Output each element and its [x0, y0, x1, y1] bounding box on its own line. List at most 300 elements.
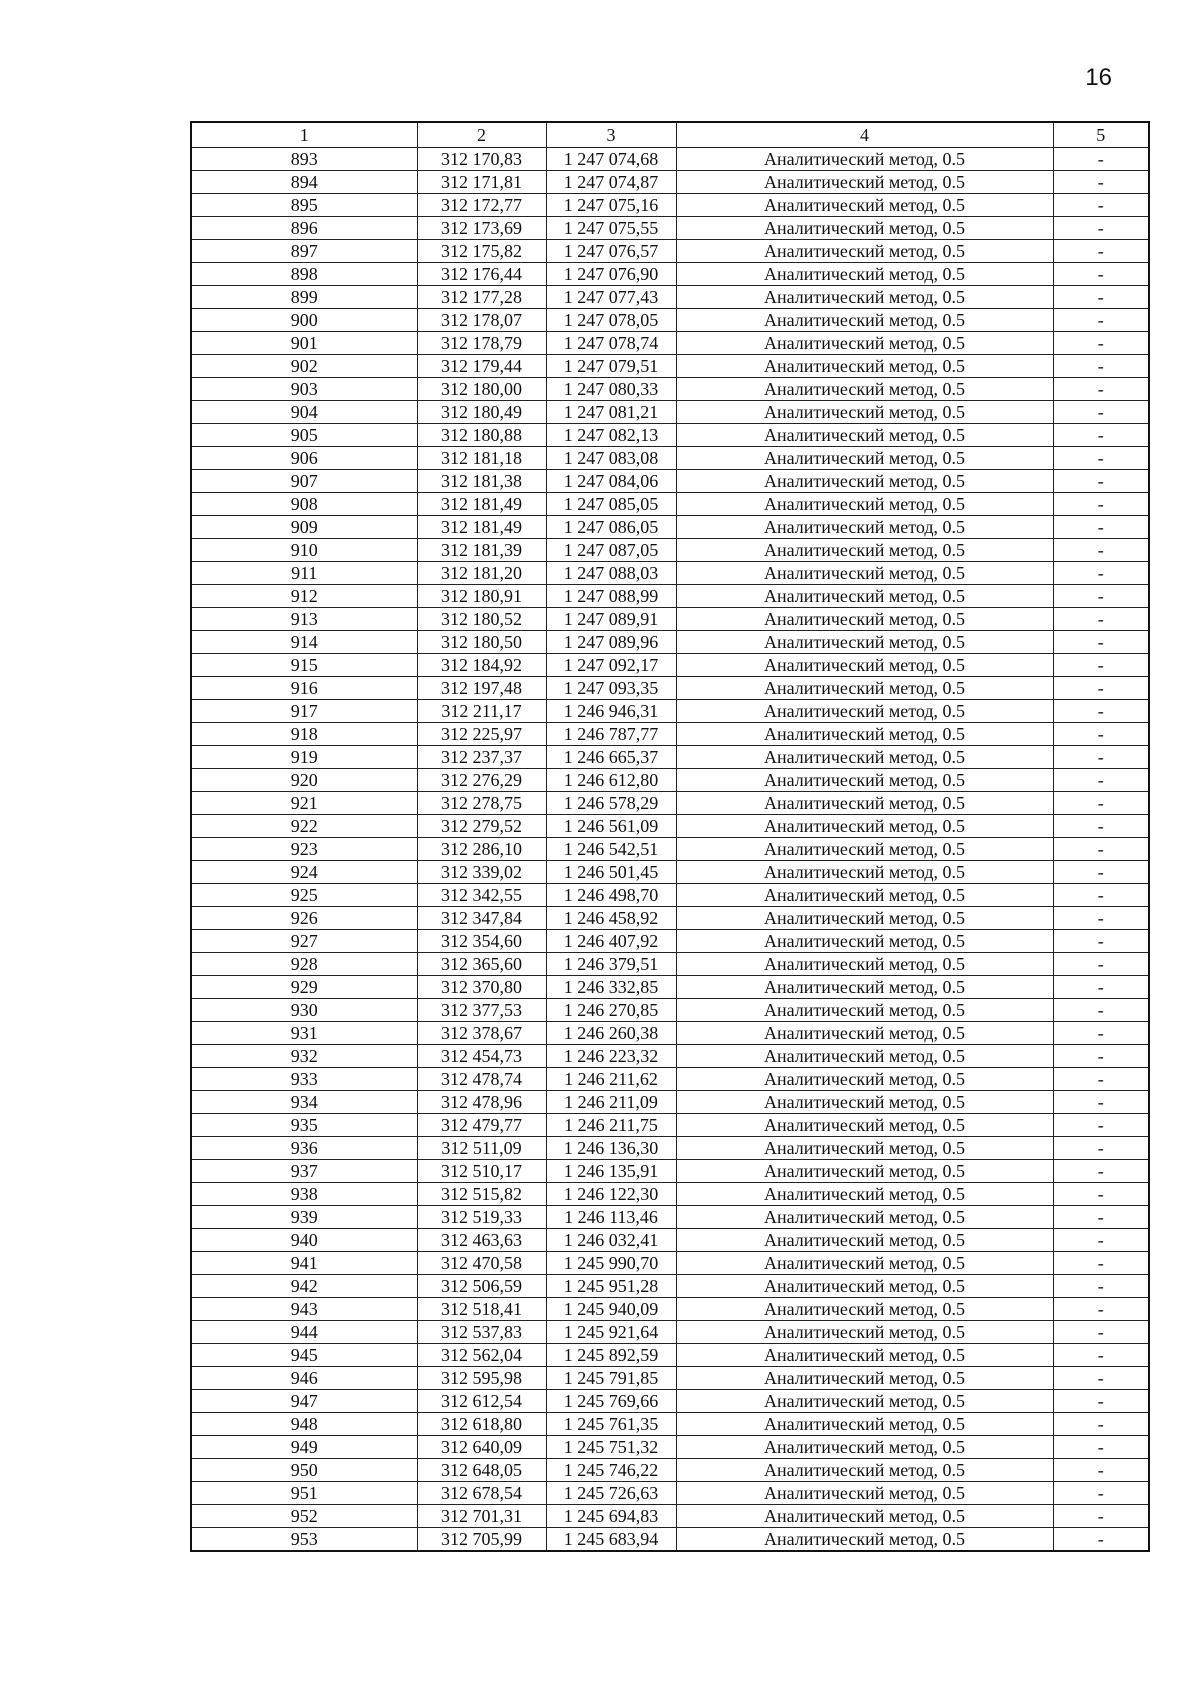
page-number: 16: [1085, 64, 1112, 91]
note-cell: -: [1053, 1137, 1149, 1160]
point-number-cell: 923: [191, 838, 417, 861]
method-cell: Аналитический метод, 0.5: [676, 1160, 1053, 1183]
point-number-cell: 898: [191, 263, 417, 286]
method-cell: Аналитический метод, 0.5: [676, 1183, 1053, 1206]
method-cell: Аналитический метод, 0.5: [676, 1091, 1053, 1114]
note-cell: -: [1053, 815, 1149, 838]
table-row: [191, 1275, 1149, 1298]
table-row: [191, 240, 1149, 263]
x-coordinate-cell: 312 184,92: [417, 654, 546, 677]
note-cell: -: [1053, 240, 1149, 263]
y-coordinate-cell: 1 247 075,16: [546, 194, 676, 217]
y-coordinate-cell: 1 246 332,85: [546, 976, 676, 999]
point-number-cell: 925: [191, 884, 417, 907]
x-coordinate-cell: 312 705,99: [417, 1528, 546, 1552]
x-coordinate-cell: 312 180,88: [417, 424, 546, 447]
point-number-cell: 938: [191, 1183, 417, 1206]
point-number-cell: 930: [191, 999, 417, 1022]
table-header: [191, 122, 1149, 148]
x-coordinate-cell: 312 478,96: [417, 1091, 546, 1114]
method-cell: Аналитический метод, 0.5: [676, 332, 1053, 355]
note-cell: -: [1053, 286, 1149, 309]
table-row: [191, 631, 1149, 654]
y-coordinate-cell: 1 247 092,17: [546, 654, 676, 677]
y-coordinate-cell: 1 246 501,45: [546, 861, 676, 884]
table-row: [191, 286, 1149, 309]
note-cell: -: [1053, 1413, 1149, 1436]
x-coordinate-cell: 312 171,81: [417, 171, 546, 194]
point-number-cell: 922: [191, 815, 417, 838]
table-row: [191, 470, 1149, 493]
y-coordinate-cell: 1 246 260,38: [546, 1022, 676, 1045]
y-coordinate-cell: 1 246 122,30: [546, 1183, 676, 1206]
note-cell: -: [1053, 769, 1149, 792]
note-cell: -: [1053, 1298, 1149, 1321]
table-row: [191, 1160, 1149, 1183]
x-coordinate-cell: 312 648,05: [417, 1459, 546, 1482]
y-coordinate-cell: 1 247 093,35: [546, 677, 676, 700]
table-row: [191, 1022, 1149, 1045]
x-coordinate-cell: 312 180,49: [417, 401, 546, 424]
note-cell: -: [1053, 976, 1149, 999]
note-cell: -: [1053, 1114, 1149, 1137]
x-coordinate-cell: 312 178,07: [417, 309, 546, 332]
point-number-cell: 946: [191, 1367, 417, 1390]
point-number-cell: 921: [191, 792, 417, 815]
method-cell: Аналитический метод, 0.5: [676, 562, 1053, 585]
x-coordinate-cell: 312 478,74: [417, 1068, 546, 1091]
x-coordinate-cell: 312 454,73: [417, 1045, 546, 1068]
y-coordinate-cell: 1 246 787,77: [546, 723, 676, 746]
point-number-cell: 933: [191, 1068, 417, 1091]
method-cell: Аналитический метод, 0.5: [676, 171, 1053, 194]
method-cell: Аналитический метод, 0.5: [676, 194, 1053, 217]
note-cell: -: [1053, 631, 1149, 654]
x-coordinate-cell: 312 180,91: [417, 585, 546, 608]
note-cell: -: [1053, 539, 1149, 562]
point-number-cell: 899: [191, 286, 417, 309]
note-cell: -: [1053, 1505, 1149, 1528]
point-number-cell: 936: [191, 1137, 417, 1160]
table-row: [191, 746, 1149, 769]
x-coordinate-cell: 312 276,29: [417, 769, 546, 792]
point-number-cell: 914: [191, 631, 417, 654]
note-cell: -: [1053, 424, 1149, 447]
method-cell: Аналитический метод, 0.5: [676, 1045, 1053, 1068]
y-coordinate-cell: 1 247 089,91: [546, 608, 676, 631]
coordinates-table: [190, 121, 1150, 1552]
point-number-cell: 897: [191, 240, 417, 263]
table-row: [191, 309, 1149, 332]
y-coordinate-cell: 1 245 990,70: [546, 1252, 676, 1275]
table-row: [191, 1528, 1149, 1552]
point-number-cell: 915: [191, 654, 417, 677]
header-cell-5: 5: [1053, 122, 1149, 148]
x-coordinate-cell: 312 180,50: [417, 631, 546, 654]
note-cell: -: [1053, 585, 1149, 608]
method-cell: Аналитический метод, 0.5: [676, 493, 1053, 516]
table-row: [191, 723, 1149, 746]
method-cell: Аналитический метод, 0.5: [676, 516, 1053, 539]
y-coordinate-cell: 1 246 498,70: [546, 884, 676, 907]
table-row: [191, 1344, 1149, 1367]
x-coordinate-cell: 312 378,67: [417, 1022, 546, 1045]
x-coordinate-cell: 312 339,02: [417, 861, 546, 884]
y-coordinate-cell: 1 247 083,08: [546, 447, 676, 470]
table-row: [191, 355, 1149, 378]
header-cell-4: 4: [676, 122, 1053, 148]
table-row: [191, 700, 1149, 723]
x-coordinate-cell: 312 181,38: [417, 470, 546, 493]
note-cell: -: [1053, 493, 1149, 516]
method-cell: Аналитический метод, 0.5: [676, 401, 1053, 424]
method-cell: Аналитический метод, 0.5: [676, 217, 1053, 240]
table-row: [191, 677, 1149, 700]
method-cell: Аналитический метод, 0.5: [676, 378, 1053, 401]
x-coordinate-cell: 312 172,77: [417, 194, 546, 217]
note-cell: -: [1053, 470, 1149, 493]
x-coordinate-cell: 312 181,49: [417, 493, 546, 516]
note-cell: -: [1053, 1091, 1149, 1114]
point-number-cell: 941: [191, 1252, 417, 1275]
method-cell: Аналитический метод, 0.5: [676, 1436, 1053, 1459]
method-cell: Аналитический метод, 0.5: [676, 654, 1053, 677]
table-row: [191, 1045, 1149, 1068]
point-number-cell: 939: [191, 1206, 417, 1229]
note-cell: -: [1053, 746, 1149, 769]
note-cell: -: [1053, 1206, 1149, 1229]
y-coordinate-cell: 1 245 892,59: [546, 1344, 676, 1367]
note-cell: -: [1053, 700, 1149, 723]
y-coordinate-cell: 1 247 084,06: [546, 470, 676, 493]
method-cell: Аналитический метод, 0.5: [676, 1459, 1053, 1482]
y-coordinate-cell: 1 245 726,63: [546, 1482, 676, 1505]
method-cell: Аналитический метод, 0.5: [676, 976, 1053, 999]
point-number-cell: 929: [191, 976, 417, 999]
point-number-cell: 903: [191, 378, 417, 401]
note-cell: -: [1053, 677, 1149, 700]
point-number-cell: 949: [191, 1436, 417, 1459]
header-row: [191, 122, 1149, 148]
method-cell: Аналитический метод, 0.5: [676, 631, 1053, 654]
note-cell: -: [1053, 884, 1149, 907]
point-number-cell: 924: [191, 861, 417, 884]
point-number-cell: 926: [191, 907, 417, 930]
point-number-cell: 919: [191, 746, 417, 769]
x-coordinate-cell: 312 510,17: [417, 1160, 546, 1183]
point-number-cell: 906: [191, 447, 417, 470]
table-row: [191, 401, 1149, 424]
method-cell: Аналитический метод, 0.5: [676, 240, 1053, 263]
note-cell: -: [1053, 263, 1149, 286]
table-row: [191, 769, 1149, 792]
point-number-cell: 944: [191, 1321, 417, 1344]
note-cell: -: [1053, 1390, 1149, 1413]
method-cell: Аналитический метод, 0.5: [676, 1505, 1053, 1528]
table-row: [191, 171, 1149, 194]
method-cell: Аналитический метод, 0.5: [676, 1321, 1053, 1344]
table-row: [191, 539, 1149, 562]
method-cell: Аналитический метод, 0.5: [676, 1528, 1053, 1552]
table-row: [191, 1482, 1149, 1505]
y-coordinate-cell: 1 247 076,90: [546, 263, 676, 286]
x-coordinate-cell: 312 640,09: [417, 1436, 546, 1459]
x-coordinate-cell: 312 354,60: [417, 930, 546, 953]
note-cell: -: [1053, 930, 1149, 953]
note-cell: -: [1053, 838, 1149, 861]
y-coordinate-cell: 1 245 751,32: [546, 1436, 676, 1459]
table-row: [191, 930, 1149, 953]
table-row: [191, 1459, 1149, 1482]
method-cell: Аналитический метод, 0.5: [676, 1482, 1053, 1505]
note-cell: -: [1053, 148, 1149, 171]
method-cell: Аналитический метод, 0.5: [676, 1413, 1053, 1436]
method-cell: Аналитический метод, 0.5: [676, 309, 1053, 332]
point-number-cell: 902: [191, 355, 417, 378]
y-coordinate-cell: 1 246 665,37: [546, 746, 676, 769]
point-number-cell: 953: [191, 1528, 417, 1552]
y-coordinate-cell: 1 247 074,87: [546, 171, 676, 194]
table-row: [191, 1114, 1149, 1137]
note-cell: -: [1053, 999, 1149, 1022]
method-cell: Аналитический метод, 0.5: [676, 700, 1053, 723]
method-cell: Аналитический метод, 0.5: [676, 263, 1053, 286]
table-row: [191, 1206, 1149, 1229]
method-cell: Аналитический метод, 0.5: [676, 148, 1053, 171]
x-coordinate-cell: 312 177,28: [417, 286, 546, 309]
x-coordinate-cell: 312 678,54: [417, 1482, 546, 1505]
table-row: [191, 884, 1149, 907]
method-cell: Аналитический метод, 0.5: [676, 953, 1053, 976]
point-number-cell: 918: [191, 723, 417, 746]
point-number-cell: 927: [191, 930, 417, 953]
y-coordinate-cell: 1 247 078,74: [546, 332, 676, 355]
note-cell: -: [1053, 907, 1149, 930]
x-coordinate-cell: 312 537,83: [417, 1321, 546, 1344]
y-coordinate-cell: 1 245 921,64: [546, 1321, 676, 1344]
method-cell: Аналитический метод, 0.5: [676, 355, 1053, 378]
note-cell: -: [1053, 378, 1149, 401]
method-cell: Аналитический метод, 0.5: [676, 1137, 1053, 1160]
point-number-cell: 895: [191, 194, 417, 217]
y-coordinate-cell: 1 246 407,92: [546, 930, 676, 953]
note-cell: -: [1053, 1436, 1149, 1459]
note-cell: -: [1053, 1160, 1149, 1183]
x-coordinate-cell: 312 562,04: [417, 1344, 546, 1367]
method-cell: Аналитический метод, 0.5: [676, 539, 1053, 562]
point-number-cell: 928: [191, 953, 417, 976]
note-cell: -: [1053, 1482, 1149, 1505]
method-cell: Аналитический метод, 0.5: [676, 1367, 1053, 1390]
y-coordinate-cell: 1 247 089,96: [546, 631, 676, 654]
y-coordinate-cell: 1 246 113,46: [546, 1206, 676, 1229]
note-cell: -: [1053, 1252, 1149, 1275]
method-cell: Аналитический метод, 0.5: [676, 1022, 1053, 1045]
method-cell: Аналитический метод, 0.5: [676, 1344, 1053, 1367]
x-coordinate-cell: 312 618,80: [417, 1413, 546, 1436]
x-coordinate-cell: 312 197,48: [417, 677, 546, 700]
x-coordinate-cell: 312 519,33: [417, 1206, 546, 1229]
point-number-cell: 931: [191, 1022, 417, 1045]
x-coordinate-cell: 312 286,10: [417, 838, 546, 861]
table-row: [191, 1137, 1149, 1160]
table-row: [191, 1068, 1149, 1091]
x-coordinate-cell: 312 701,31: [417, 1505, 546, 1528]
y-coordinate-cell: 1 245 683,94: [546, 1528, 676, 1552]
x-coordinate-cell: 312 181,49: [417, 516, 546, 539]
table-row: [191, 1252, 1149, 1275]
x-coordinate-cell: 312 175,82: [417, 240, 546, 263]
y-coordinate-cell: 1 246 211,62: [546, 1068, 676, 1091]
x-coordinate-cell: 312 180,52: [417, 608, 546, 631]
table-row: [191, 1298, 1149, 1321]
x-coordinate-cell: 312 181,20: [417, 562, 546, 585]
y-coordinate-cell: 1 246 135,91: [546, 1160, 676, 1183]
x-coordinate-cell: 312 511,09: [417, 1137, 546, 1160]
method-cell: Аналитический метод, 0.5: [676, 470, 1053, 493]
y-coordinate-cell: 1 245 746,22: [546, 1459, 676, 1482]
x-coordinate-cell: 312 176,44: [417, 263, 546, 286]
table-row: [191, 1367, 1149, 1390]
point-number-cell: 911: [191, 562, 417, 585]
point-number-cell: 943: [191, 1298, 417, 1321]
method-cell: Аналитический метод, 0.5: [676, 608, 1053, 631]
note-cell: -: [1053, 1183, 1149, 1206]
table-row: [191, 953, 1149, 976]
note-cell: -: [1053, 1459, 1149, 1482]
point-number-cell: 894: [191, 171, 417, 194]
y-coordinate-cell: 1 246 612,80: [546, 769, 676, 792]
note-cell: -: [1053, 1275, 1149, 1298]
x-coordinate-cell: 312 170,83: [417, 148, 546, 171]
note-cell: -: [1053, 1045, 1149, 1068]
point-number-cell: 912: [191, 585, 417, 608]
table-row: [191, 1413, 1149, 1436]
table-row: [191, 217, 1149, 240]
header-cell-3: 3: [546, 122, 676, 148]
x-coordinate-cell: 312 377,53: [417, 999, 546, 1022]
table-row: [191, 1091, 1149, 1114]
point-number-cell: 945: [191, 1344, 417, 1367]
note-cell: -: [1053, 516, 1149, 539]
method-cell: Аналитический метод, 0.5: [676, 447, 1053, 470]
method-cell: Аналитический метод, 0.5: [676, 769, 1053, 792]
y-coordinate-cell: 1 246 270,85: [546, 999, 676, 1022]
table-row: [191, 815, 1149, 838]
table-row: [191, 493, 1149, 516]
table-row: [191, 861, 1149, 884]
x-coordinate-cell: 312 470,58: [417, 1252, 546, 1275]
note-cell: -: [1053, 723, 1149, 746]
point-number-cell: 908: [191, 493, 417, 516]
y-coordinate-cell: 1 246 379,51: [546, 953, 676, 976]
table-row: [191, 608, 1149, 631]
x-coordinate-cell: 312 463,63: [417, 1229, 546, 1252]
table-row: [191, 1436, 1149, 1459]
method-cell: Аналитический метод, 0.5: [676, 1390, 1053, 1413]
note-cell: -: [1053, 1229, 1149, 1252]
method-cell: Аналитический метод, 0.5: [676, 424, 1053, 447]
y-coordinate-cell: 1 245 940,09: [546, 1298, 676, 1321]
y-coordinate-cell: 1 246 211,09: [546, 1091, 676, 1114]
y-coordinate-cell: 1 247 086,05: [546, 516, 676, 539]
y-coordinate-cell: 1 247 088,03: [546, 562, 676, 585]
point-number-cell: 937: [191, 1160, 417, 1183]
method-cell: Аналитический метод, 0.5: [676, 884, 1053, 907]
y-coordinate-cell: 1 247 082,13: [546, 424, 676, 447]
y-coordinate-cell: 1 247 081,21: [546, 401, 676, 424]
point-number-cell: 934: [191, 1091, 417, 1114]
x-coordinate-cell: 312 347,84: [417, 907, 546, 930]
note-cell: -: [1053, 332, 1149, 355]
x-coordinate-cell: 312 211,17: [417, 700, 546, 723]
point-number-cell: 904: [191, 401, 417, 424]
point-number-cell: 896: [191, 217, 417, 240]
table-row: [191, 516, 1149, 539]
header-cell-2: 2: [417, 122, 546, 148]
note-cell: -: [1053, 309, 1149, 332]
header-cell-1: 1: [191, 122, 417, 148]
table-row: [191, 976, 1149, 999]
point-number-cell: 948: [191, 1413, 417, 1436]
point-number-cell: 917: [191, 700, 417, 723]
point-number-cell: 910: [191, 539, 417, 562]
note-cell: -: [1053, 401, 1149, 424]
point-number-cell: 909: [191, 516, 417, 539]
method-cell: Аналитический метод, 0.5: [676, 723, 1053, 746]
table-row: [191, 1505, 1149, 1528]
point-number-cell: 952: [191, 1505, 417, 1528]
point-number-cell: 905: [191, 424, 417, 447]
point-number-cell: 940: [191, 1229, 417, 1252]
note-cell: -: [1053, 1344, 1149, 1367]
method-cell: Аналитический метод, 0.5: [676, 677, 1053, 700]
x-coordinate-cell: 312 595,98: [417, 1367, 546, 1390]
table-row: [191, 838, 1149, 861]
y-coordinate-cell: 1 246 032,41: [546, 1229, 676, 1252]
point-number-cell: 951: [191, 1482, 417, 1505]
y-coordinate-cell: 1 245 951,28: [546, 1275, 676, 1298]
note-cell: -: [1053, 792, 1149, 815]
x-coordinate-cell: 312 279,52: [417, 815, 546, 838]
y-coordinate-cell: 1 247 080,33: [546, 378, 676, 401]
table-row: [191, 792, 1149, 815]
note-cell: -: [1053, 953, 1149, 976]
method-cell: Аналитический метод, 0.5: [676, 999, 1053, 1022]
y-coordinate-cell: 1 245 791,85: [546, 1367, 676, 1390]
method-cell: Аналитический метод, 0.5: [676, 838, 1053, 861]
point-number-cell: 916: [191, 677, 417, 700]
table-row: [191, 148, 1149, 171]
note-cell: -: [1053, 1321, 1149, 1344]
method-cell: Аналитический метод, 0.5: [676, 861, 1053, 884]
note-cell: -: [1053, 171, 1149, 194]
method-cell: Аналитический метод, 0.5: [676, 930, 1053, 953]
point-number-cell: 942: [191, 1275, 417, 1298]
method-cell: Аналитический метод, 0.5: [676, 1298, 1053, 1321]
y-coordinate-cell: 1 247 076,57: [546, 240, 676, 263]
method-cell: Аналитический метод, 0.5: [676, 1206, 1053, 1229]
method-cell: Аналитический метод, 0.5: [676, 286, 1053, 309]
x-coordinate-cell: 312 518,41: [417, 1298, 546, 1321]
x-coordinate-cell: 312 515,82: [417, 1183, 546, 1206]
y-coordinate-cell: 1 246 136,30: [546, 1137, 676, 1160]
table-row: [191, 1390, 1149, 1413]
point-number-cell: 893: [191, 148, 417, 171]
x-coordinate-cell: 312 181,18: [417, 447, 546, 470]
table-row: [191, 378, 1149, 401]
note-cell: -: [1053, 1022, 1149, 1045]
